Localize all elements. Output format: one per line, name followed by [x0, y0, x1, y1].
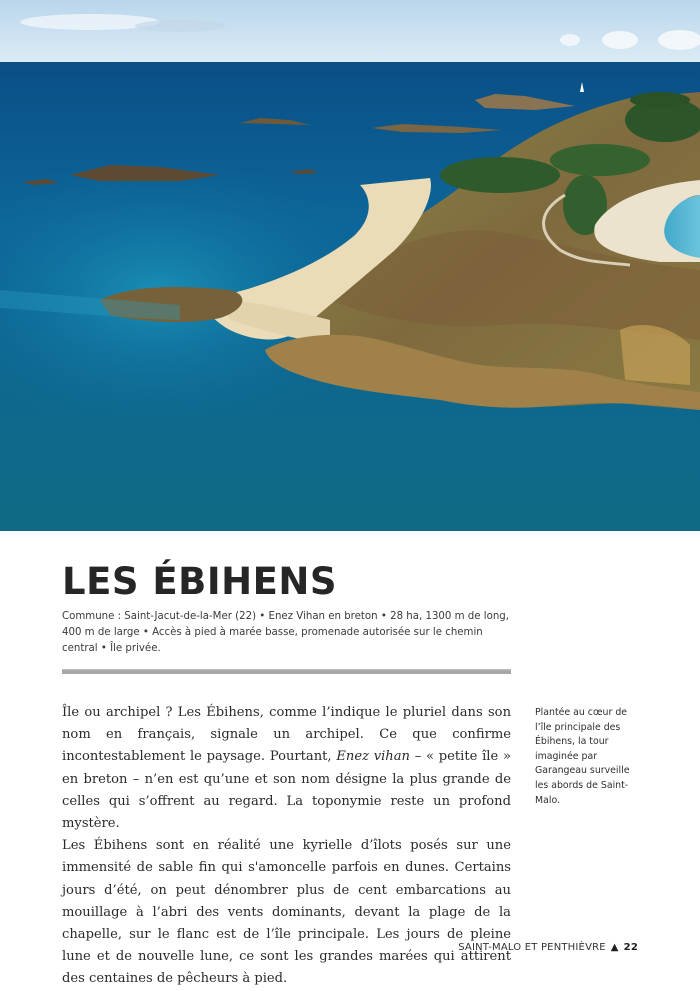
- article-facts: Commune : Saint-Jacut-de-la-Mer (22) • Enez Vihan en breton • 28 ha, 1300 m de long, 400 m de large • Accès à pied à marée basse, promenade autorisée sur le chemin central • Île privée.: [62, 611, 509, 654]
- article-body: [62, 702, 511, 991]
- paragraph-1: [62, 702, 511, 835]
- section-divider: [62, 669, 511, 674]
- paragraph-2: Les Ébihens sont en réalité une kyrielle d’îlots posés sur une immensité de sable fin qui s'amoncelle parfois en dunes. Certains jours d’été, on peut dénombrer plus de cent embarcations au mouillage à l’abri des vents dominants, devant la plage de la chapelle, sur le flanc est de l’île principale. Les jours de pleine lune et de nouvelle lune, ce sont les grandes marées qui attirent des centaines de pêcheurs à pied.: [62, 838, 511, 987]
- paragraph-1-start: Île ou archipel ? Les Ébihens, comme l’indique le pluriel dans son nom en français, signale un archipel. Ce que confirme incontestablement le paysage. Pourtant,: [62, 705, 511, 765]
- page-footer: [458, 942, 638, 953]
- page-number: 22: [623, 942, 638, 953]
- photo-caption: Plantée au cœur de l’île principale des Ébihens, la tour imaginée par Garangeau surveille les abords de Saint-Malo.: [535, 707, 630, 806]
- breton-name: Enez vihan: [336, 749, 410, 765]
- section-name: SAINT-MALO ET PENTHIÈVRE: [458, 942, 606, 953]
- article-title: LES ÉBIHENS: [62, 560, 337, 603]
- triangle-icon: ▲: [610, 942, 619, 953]
- paragraph-1-end: – « petite île » en breton – n’en est qu’une et son nom désigne la plus grande de celles qui s’offrent au regard. La toponymie reste un profond mystère.: [62, 749, 511, 832]
